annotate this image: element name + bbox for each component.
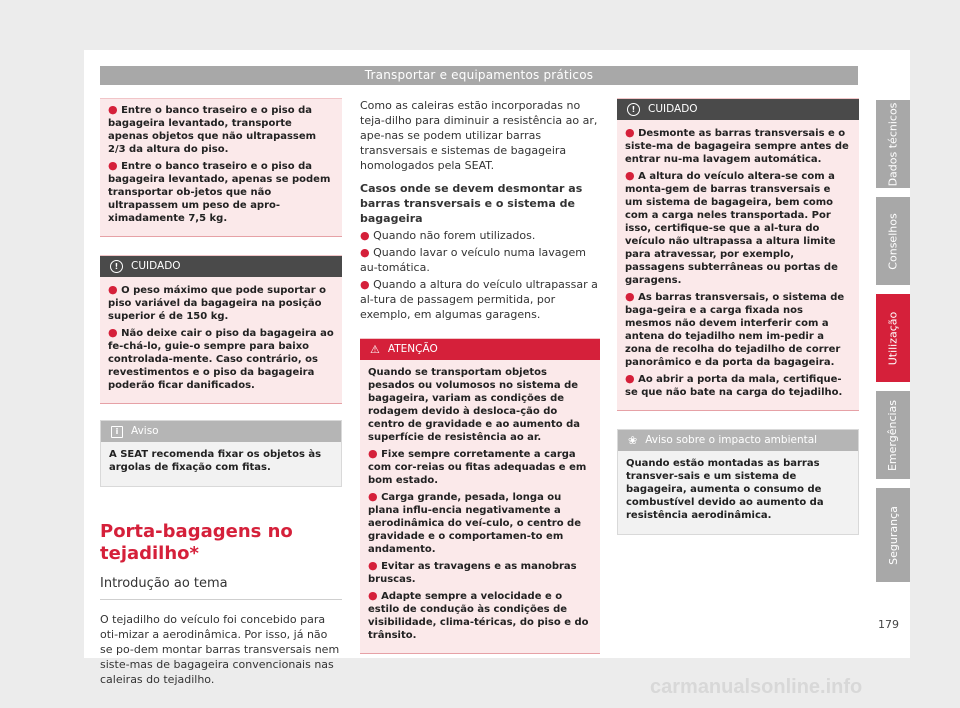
page-header: Transportar e equipamentos práticos <box>100 66 858 85</box>
bullet-dot-icon: ● <box>108 283 118 296</box>
page-number: 179 <box>878 618 899 631</box>
side-tab-utilizacao[interactable]: Utilização <box>876 294 910 382</box>
bullet-dot-icon: ● <box>108 159 118 172</box>
watermark: carmanualsonline.info <box>650 676 863 698</box>
column-left <box>100 98 342 687</box>
bullet-item: ● Carga grande, pesada, longa ou plana influ-encia negativamente a aerodinâmica do veí-culo, o centro de gravidade e o comportamen-to em andamento. <box>368 490 581 555</box>
aviso-text: A SEAT recomenda fixar os objetos às argolas de fixação com fitas. <box>109 449 322 473</box>
side-tab-dados-tecnicos[interactable]: Dados técnicos <box>876 100 910 188</box>
section-title: Porta-bagagens no tejadilho* <box>100 521 293 564</box>
cuidado-box <box>617 98 859 411</box>
column-right <box>617 98 859 535</box>
atencao-box <box>360 338 600 654</box>
ambiental-header: ❀ Aviso sobre o impacto ambiental <box>618 430 858 451</box>
bullet-dot-icon: ● <box>368 490 378 503</box>
intro-paragraph: Como as caleiras estão incorporadas no teja-dilho para diminuir a resistência ao ar, ape-nas se podem utilizar barras transversais e sistemas de bagageira homologados pela SEAT. <box>360 99 598 172</box>
info-icon: i <box>111 426 123 438</box>
warning-triangle-icon: ⚠ <box>370 343 380 356</box>
subheading: Casos onde se devem desmontar as barras transversais e o sistema de bagageira <box>360 182 583 225</box>
exclamation-circle-icon: ! <box>110 260 123 273</box>
ambiental-text: Quando estão montadas as barras transver-sais e um sistema de bagageira, aumenta o consumo de combustível devido ao aumento da resistência aerodinâmica. <box>626 458 824 521</box>
bullet-dot-icon: ● <box>368 559 378 572</box>
bullet-dot-icon: ● <box>368 589 378 602</box>
bullet-item: ● Ao abrir a porta da mala, certifique-se que não bate na carga do tejadilho. <box>625 372 843 398</box>
bullet-item: ● Entre o banco traseiro e o piso da bagageira levantado, transporte apenas objetos que não ultrapassem 2/3 da altura do piso. <box>108 103 317 155</box>
cuidado-box <box>100 255 342 404</box>
warning-continuation-box <box>100 98 342 237</box>
bullet-item: ● Evitar as travagens e as manobras bruscas. <box>368 559 577 585</box>
bullet-item: ● As barras transversais, o sistema de baga-geira e a carga fixada nos mesmos não devem interferir com a antena do tejadilho nem im-pedir a zona de recolha do tejadilho de correr panorâmico e da porta da bagageira. <box>625 290 845 368</box>
leaf-icon: ❀ <box>628 434 638 447</box>
side-tab-seguranca[interactable]: Segurança <box>876 488 910 582</box>
bullet-item: ● Quando lavar o veículo numa lavagem au-tomática. <box>360 246 586 274</box>
bullet-item: ● Fixe sempre corretamente a carga com cor-reias ou fitas adequadas e em bom estado. <box>368 447 587 486</box>
bullet-item: ● Quando não forem utilizados. <box>360 229 536 242</box>
bullet-dot-icon: ● <box>625 126 635 139</box>
bullet-item: ● Entre o banco traseiro e o piso da bagageira levantado, apenas se podem transportar ob-jetos que não ultrapassem um peso de apro-ximadamente 7,5 kg. <box>108 159 331 224</box>
cuidado-header: ! CUIDADO <box>100 256 342 277</box>
bullet-dot-icon: ● <box>625 169 635 182</box>
bullet-item: ● O peso máximo que pode suportar o piso variável da bagageira na posição superior é de 150 kg. <box>108 283 326 322</box>
side-tab-emergencias[interactable]: Emergências <box>876 391 910 479</box>
bullet-dot-icon: ● <box>360 278 370 291</box>
cuidado-header: ! CUIDADO <box>617 99 859 120</box>
bullet-dot-icon: ● <box>108 103 118 116</box>
bullet-item: ● Não deixe cair o piso da bagageira ao fe-chá-lo, guie-o sempre para baixo controlada-mente. Caso contrário, os revestimentos e o piso da bagageira poderão ficar danificados. <box>108 326 334 391</box>
bullet-dot-icon: ● <box>108 326 118 339</box>
intro-paragraph: O tejadilho do veículo foi concebido para oti-mizar a aerodinâmica. Por isso, já não se po-dem montar barras transversais nem siste-mas de bagageira convencionais nas caleiras do tejadilho. <box>100 613 340 686</box>
aviso-header: i Aviso <box>101 421 341 442</box>
atencao-header: ⚠ ATENÇÃO <box>360 339 600 360</box>
atencao-intro: Quando se transportam objetos pesados ou volumosos no sistema de bagageira, variam as condições de rodagem devido à desloca-ção do centro de gravidade e ao aumento da superfície de resistência ao ar. <box>368 367 581 443</box>
bullet-dot-icon: ● <box>625 290 635 303</box>
bullet-item: ● Adapte sempre a velocidade e o estilo de condução às condições de visibilidade, clima-téricas, do piso e do trânsito. <box>368 589 589 641</box>
bullet-dot-icon: ● <box>360 229 370 242</box>
bullet-item: ● Quando a altura do veículo ultrapassar a al-tura de passagem permitida, por exemplo, em algumas garagens. <box>360 278 598 321</box>
bullet-item: ● Desmonte as barras transversais e o siste-ma de bagageira sempre antes de entrar nu-ma lavagem automática. <box>625 126 849 165</box>
aviso-box <box>100 420 342 487</box>
exclamation-circle-icon: ! <box>627 103 640 116</box>
bullet-dot-icon: ● <box>625 372 635 385</box>
bullet-dot-icon: ● <box>368 447 378 460</box>
bullet-item: ● A altura do veículo altera-se com a monta-gem de barras transversais e um sistema de bagageira, bem como com a carga neles transportada. Por isso, certifique-se que a al-tura do veículo não ultrapassa a altura limite para atravessar, por exemplo, passagens subterrâneas ou portas de garagens. <box>625 169 838 286</box>
side-tab-conselhos[interactable]: Conselhos <box>876 197 910 285</box>
section-subtitle: Introdução ao tema <box>100 575 342 600</box>
ambiental-box <box>617 429 859 535</box>
column-middle <box>360 98 600 654</box>
bullet-dot-icon: ● <box>360 246 370 259</box>
